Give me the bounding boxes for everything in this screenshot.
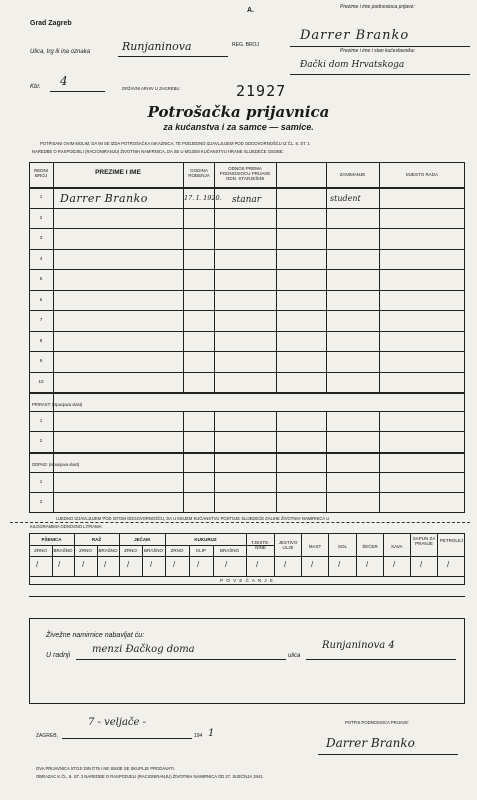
col-header-occupation: ZANIMANJE [339,172,366,177]
signature-value: Darrer Branko [326,736,415,750]
purchase-shop-value: menzi Đačkog doma [92,644,195,655]
street-label: Ulica, trg ili ina oznaka [30,49,91,55]
stock-sub-header: BRAŠNO [98,548,118,553]
col-header-name: PREZIME I IME [95,169,141,176]
consumer-registration-form: Grad Zagreb A. Prezime i ime podnosioca prijave: Darrer Branko Prezime i ime i stan kućevlasnika: Đački dom Hrvatskoga Ulica, trg ili ina oznaka Runjaninova REG. BROJ Kbr. 4 DRŽAVNI ARHIV U ZAGREBU 21927 Potrošačka prijavnica za kućanstva i za samce — samice. POTPISANI OVIM MOLIM, DA MI SE IZDA POTROŠAČKA ISKAZNICA, TE PODJEDNO IZJAVLJUJEM POD ODGOVORNOŠĆU IZ ČL. 8. ST. 1 NAREDBE O RASPODJELI (RACIONIRANJU) ŽIVOTNIH NAMIRNICA, DA SE U MOJEM KUĆANSTVU HRANE SLIJEDEĆE OSOBE: REDNI BROJ PREZIME I IME GODINA ROĐENJA ODNOS PREMA PODNOSIOCU PRIJAVE ODN. STARJEŠINI ZANIMANJE MJESTO RADA 1 2 3 4 5 6 7 8 9 10 Darrer Branko 17. I. 1920. stanar student PRIRAST: (ispunjava vlast) 1 2 ODPAD: (ispunjava vlast) 1 2 UJEDNO IZJAVLJUJEM POD ISTOM ODGOVORNOŠĆU, DA U MOJEM KUĆANSTVU POSTOJE SLIJEDEĆE ZALIHE ŽIVOTNIH NAMIRNICA U KILOGRAMIMA ODNOSNO LITRAMA: PŠENICA RAŽ JEČAM KUKURUZ ZRNO BRAŠNO ZRNO BRAŠNO ZRNO BRAŠNO ZRNO KLIP BRAŠNO TJESTE-NINE JESTIVO ULJE MAST SOL ŠEĆER KAVA SAPUN ZA PRANJE PETROLEJ / / / / / / / / / / / / / / / / / P O V E Ć A N J E Živežne namirnice nabavljat ću: U radnji menzi Đačkog doma ulica Runjaninova 4 ZAGREB, 7 - veljače - 194 1 POTPIS PODNOSIOCA PRIJAVE: Darrer Branko OVA PRIJAVNICA STOJI DIN 0'75 I NE SMIJE SE SKUPLJE PRODAVATI. OBRAZAC K ČL. 8. ST. 3 NAREDBE O RASPODJELI (RACIONIRANJU) ŽIVOTNIH NAMIRNICA OD 27. SIJEČNJA 1941. [0,0,477,800]
purchase-street-label: ulica [288,653,301,659]
row-number: 4 [39,256,43,261]
household-value: Đački dom Hrvatskoga [300,60,405,70]
arrival-row-number: 1 [39,418,43,423]
price-note: OVA PRIJAVNICA STOJI DIN 0'75 I NE SMIJE SE SKUPLJE PRODAVATI. [36,766,175,771]
row-number: 6 [39,297,43,302]
reg-label: REG. BROJ [232,42,259,48]
stock-sub-header: ZRNO [79,548,92,553]
purchase-label: Živežne namirnice nabavljat ću: [46,632,145,639]
row-number: 7 [39,317,43,322]
house-number-label: Kbr. [30,84,41,90]
street-value: Runjaninova [122,40,192,53]
row-number: 2 [39,215,43,220]
stock-group-barley: JEČAM [134,537,150,542]
intro-line-1: POTPISANI OVIM MOLIM, DA MI SE IZDA POTROŠAČKA ISKAZNICA, TE PODJEDNO IZJAVLJUJEM POD ODGOVORNOŠĆU IZ ČL. 8. ST. 1 [40,141,310,146]
stock-group-wheat: PŠENICA [41,537,62,542]
stock-group-rye: RAŽ [91,537,102,542]
departure-row-number: 2 [39,499,43,504]
row-number: 8 [39,338,43,343]
stock-header-sugar: ŠEĆER [362,544,378,549]
arrival-row-number: 2 [39,438,43,443]
departure-row-number: 1 [39,479,43,484]
place-label: ZAGREB, [36,733,58,739]
col-header-relation: ODNOS PREMA PODNOSIOCU PRIJAVE ODN. STARJEŠINI [219,166,271,181]
stock-header-salt: SOL [337,544,347,549]
stock-sub-header: ZRNO [34,548,47,553]
stock-sub-header: BRAŠNO [143,548,163,553]
applicant-label: Prezime i ime podnosioca prijave: [340,4,415,10]
stock-header-coffee: KAVA [391,544,403,549]
departures-label: ODPAD: (ispunjava vlast) [32,462,80,467]
row-number: 10 [38,379,44,384]
applicant-value: Darrer Branko [300,28,410,43]
row-number: 3 [39,235,43,240]
purchase-box [29,618,465,704]
increase-label: P O V E Ć A N J E [220,578,274,583]
form-subtitle: za kućanstva i za samce — samice. [163,122,314,132]
year-prefix: 194 [194,733,203,739]
stock-group-corn: KUKURUZ [194,537,217,542]
form-title: Potrošačka prijavnica [147,103,330,121]
year-digit: 1 [208,728,215,739]
purchase-street-value: Runjaninova 4 [322,640,395,651]
stock-sub-header: KLIP [196,548,206,553]
signature-label: POTPIS PODNOSIOCA PRIJAVE: [345,720,410,725]
stock-header-kerosene: PETROLEJ [439,538,464,543]
form-letter: A. [247,7,254,14]
col-header-birth: GODINA ROĐENJA [188,168,210,178]
stock-sub-header: BRAŠNO [219,548,239,553]
persons-table [29,162,465,513]
stock-header-lard: MAST [308,544,322,549]
person-birth-year: 17. I. 1920. [184,194,222,202]
stock-sub-header: ZRNO [124,548,137,553]
col-header-number: REDNI BROJ [33,168,48,178]
person-name: Darrer Branko [60,192,148,205]
person-occupation: student [330,194,361,203]
arrivals-label: PRIRAST: (ispunjava vlast) [32,402,83,407]
row-number: 5 [39,276,43,281]
stock-header-soap: SAPUN ZA PRANJE [412,536,436,546]
intro-line-2: NAREDBE O RASPODJELI (RACIONIRANJU) ŽIVOTNIH NAMIRNICA, DA SE U MOJEM KUĆANSTVU HRANE SLIJEDEĆE OSOBE: [32,149,284,154]
stock-header-oil: JESTIVO ULJE [278,540,298,550]
registration-number: 21927 [236,82,287,100]
archive-stamp: DRŽAVNI ARHIV U ZAGREBU [122,86,180,91]
stock-text-line-1: UJEDNO IZJAVLJUJEM POD ISTOM ODGOVORNOŠĆU, DA U MOJEM KUĆANSTVU POSTOJE SLIJEDEĆE ZALIHE ŽIVOTNIH NAMIRNICA U [56,516,330,521]
stock-sub-header: BRAŠNO [53,548,73,553]
col-header-workplace: MJESTO RADA [406,172,438,177]
stock-header-pasta: TJESTE-NINE [251,540,270,550]
purchase-in-label: U radnji [46,652,71,659]
city-label: Grad Zagreb [30,20,72,27]
stock-sub-header: ZRNO [170,548,184,553]
form-regulation-note: OBRAZAC K ČL. 8. ST. 3 NAREDBE O RASPODJELI (RACIONIRANJU) ŽIVOTNIH NAMIRNICA OD 27. SIJEČNJA 1941. [36,774,264,779]
stock-text-line-2: KILOGRAMIMA ODNOSNO LITRAMA: [30,524,103,529]
household-label: Prezime i ime i stan kućevlasnika: [340,48,416,54]
row-number: 9 [39,358,43,363]
row-number: 1 [39,194,43,199]
date-value: 7 - veljače - [88,717,147,728]
house-number-value: 4 [60,74,68,88]
person-relation: stanar [232,195,262,205]
